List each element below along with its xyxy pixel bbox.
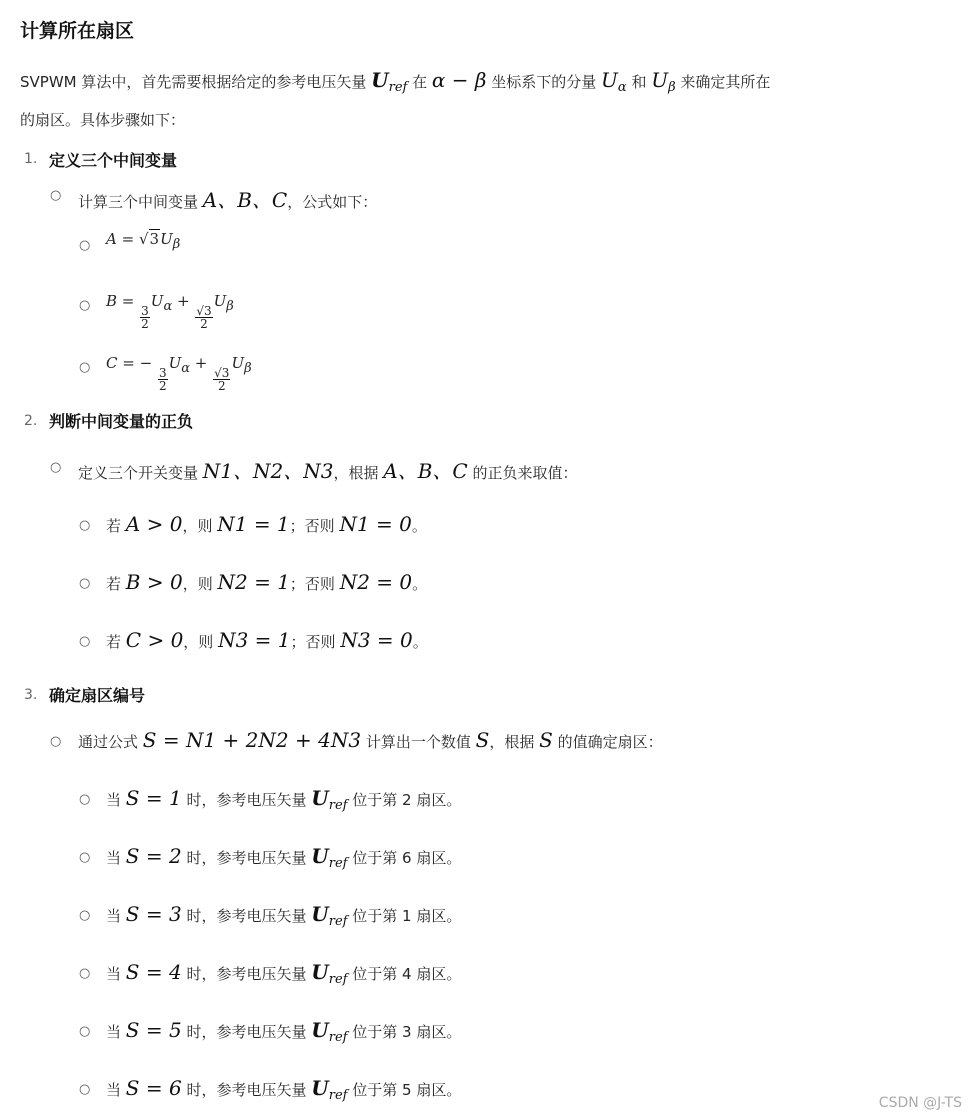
alpha-beta-symbol: α − β (431, 68, 487, 92)
page-title: 计算所在扇区 (20, 20, 135, 42)
intro-text-1: SVPWM 算法中，首先需要根据给定的参考电压矢量 (20, 73, 367, 91)
bullet-icon: ○ (50, 460, 62, 475)
step-2-title: 判断中间变量的正负 (49, 412, 194, 431)
uref-symbol: $U_{ref}$ (371, 68, 408, 95)
step-2-number: 2. (24, 413, 38, 429)
step-1-number: 1. (24, 151, 38, 167)
intro-line-1 (20, 68, 770, 95)
bullet-icon: ○ (79, 966, 91, 981)
bullet-icon: ○ (79, 238, 91, 253)
bullet-icon: ○ (79, 298, 91, 313)
rule-n2: 若 B > 0，则 N2 = 1；否则 N2 = 0。 (106, 570, 428, 594)
case-s2: 当 S = 2 时，参考电压矢量 $U_{ref}$ 位于第 6 扇区。 (106, 844, 462, 871)
case-s1: 当 S = 1 时，参考电压矢量 $U_{ref}$ 位于第 2 扇区。 (106, 786, 462, 813)
watermark: CSDN @J-TS (878, 1095, 962, 1111)
bullet-icon: ○ (79, 1082, 91, 1097)
bullet-icon: ○ (50, 734, 62, 749)
case-s6: 当 S = 6 时，参考电压矢量 $U_{ref}$ 位于第 5 扇区。 (106, 1076, 462, 1103)
intro-text-2: 在 (412, 73, 428, 91)
formula-a: $A = √3U_\beta$ (106, 230, 181, 252)
step-2-desc: 定义三个开关变量 N1、N2、N3，根据 A、B、C 的正负来取值： (78, 459, 578, 483)
bullet-icon: ○ (79, 1024, 91, 1039)
ubeta-symbol: $U_\beta$ (651, 68, 676, 95)
bullet-icon: ○ (50, 188, 62, 203)
bullet-icon: ○ (79, 576, 91, 591)
case-s5: 当 S = 5 时，参考电压矢量 $U_{ref}$ 位于第 3 扇区。 (106, 1018, 462, 1045)
bullet-icon: ○ (79, 360, 91, 375)
bullet-icon: ○ (79, 850, 91, 865)
bullet-icon: ○ (79, 792, 91, 807)
intro-line-2: 的扇区。具体步骤如下： (20, 111, 186, 129)
case-s3: 当 S = 3 时，参考电压矢量 $U_{ref}$ 位于第 1 扇区。 (106, 902, 462, 929)
intro-text-4: 和 (631, 73, 647, 91)
step-1-desc: 计算三个中间变量 A、B、C，公式如下： (78, 188, 378, 212)
step-1-title: 定义三个中间变量 (49, 151, 178, 170)
bullet-icon: ○ (79, 518, 91, 533)
formula-c: C = − $\frac{3}{2}$ $U_\alpha$ + $\frac{√3}{2}$ $U_\beta$ (106, 354, 252, 393)
intro-text-3: 坐标系下的分量 (491, 73, 597, 91)
ualpha-symbol: $U_\alpha$ (601, 68, 627, 95)
formula-b: B = $\frac{3}{2}$ $U_\alpha$ + $\frac{√3}{2}$ $U_\beta$ (106, 292, 234, 331)
rule-n3: 若 C > 0，则 N3 = 1；否则 N3 = 0。 (106, 628, 428, 652)
step-3-number: 3. (24, 687, 38, 703)
step-3-desc: 通过公式 S = N1 + 2N2 + 4N3 计算出一个数值 S，根据 S 的值确定扇区： (78, 728, 663, 752)
sqrt-3: √3 (138, 230, 160, 248)
case-s4: 当 S = 4 时，参考电压矢量 $U_{ref}$ 位于第 4 扇区。 (106, 960, 462, 987)
rule-n1: 若 A > 0，则 N1 = 1；否则 N1 = 0。 (106, 512, 427, 536)
intro-text-5: 来确定其所在 (680, 73, 771, 91)
bullet-icon: ○ (79, 908, 91, 923)
step-3-title: 确定扇区编号 (49, 686, 146, 705)
bullet-icon: ○ (79, 634, 91, 649)
